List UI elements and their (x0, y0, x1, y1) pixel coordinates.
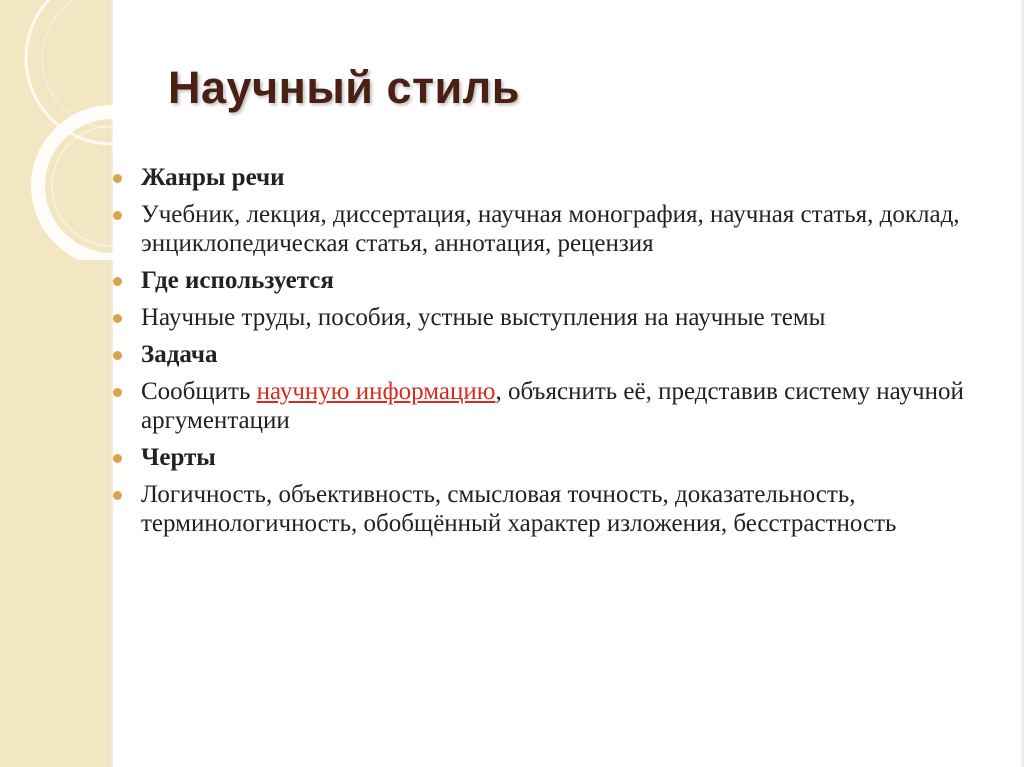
bullet-heading: Где используется (112, 266, 992, 295)
bullet-item: Учебник, лекция, диссертация, научная монография, научная статья, доклад, энциклопедическая статья, аннотация, рецензия (112, 200, 992, 258)
text-segment: Сообщить (141, 378, 257, 405)
text-segment: , объяснить её, представив систему научной аргументации (141, 378, 964, 434)
side-decoration-strip (0, 0, 113, 767)
scientific-information-link[interactable]: научную информацию (256, 378, 496, 405)
slide-title: Научный стиль (168, 62, 520, 113)
bullet-item: Научные труды, пособия, устные выступления на научные темы (112, 303, 992, 332)
bullet-heading: Черты (112, 443, 992, 472)
bullet-item: Логичность, объективность, смысловая точность, доказательность, терминологичность, обобщённый характер изложения, бесстрастность (112, 480, 992, 538)
slide-shadow-edge (1020, 0, 1024, 767)
bullet-heading: Жанры речи (112, 163, 992, 192)
bullet-heading: Задача (112, 340, 992, 369)
bullet-list (112, 163, 992, 546)
bullet-item (112, 377, 992, 435)
